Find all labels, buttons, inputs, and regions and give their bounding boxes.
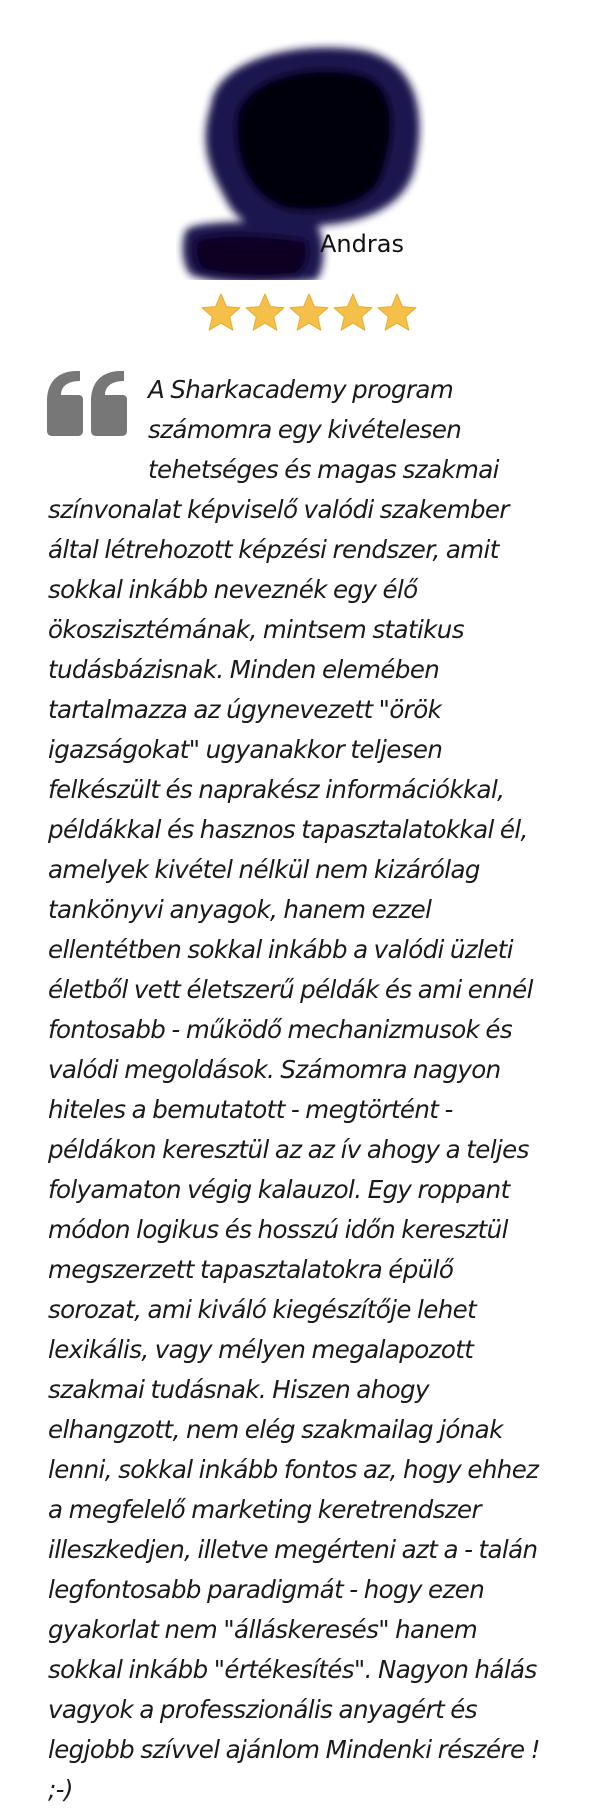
review-line: igazságokat" ugyanakkor teljesen — [48, 735, 443, 764]
review-line: módon logikus és hosszú időn keresztül — [48, 1215, 508, 1244]
review-line: lenni, sokkal inkább fontos az, hogy ehhez — [48, 1455, 539, 1484]
review-line: tartalmazza az úgynevezett "örök — [48, 695, 442, 724]
review-line: példákkal és hasznos tapasztalatokkal él, — [48, 815, 528, 844]
review-line: szakmai tudásnak. Hiszen ahogy — [48, 1375, 429, 1404]
star-filled-icon — [331, 291, 375, 335]
review-line: legjobb szívvel ajánlom Mindenki részére ! — [48, 1735, 540, 1764]
review-line: gyakorlat nem "álláskeresés" hanem — [48, 1615, 478, 1644]
review-text — [48, 370, 568, 1810]
review-line: A Sharkacademy program — [148, 375, 454, 404]
review-line: folyamaton végig kalauzol. Egy roppant — [48, 1175, 510, 1204]
star-filled-icon — [375, 291, 419, 335]
review-line: ;-) — [48, 1775, 73, 1804]
star-rating — [199, 291, 419, 335]
star-filled-icon — [243, 291, 287, 335]
review-line: tudásbázisnak. Minden elemében — [48, 655, 440, 684]
review-line: vagyok a professzionális anyagért és — [48, 1695, 477, 1724]
review-line: életből vett életszerű példák és ami ennél — [48, 975, 533, 1004]
review-line: a megfelelő marketing keretrendszer — [48, 1495, 481, 1524]
star-filled-icon — [287, 291, 331, 335]
review-line: amelyek kivétel nélkül nem kizárólag — [48, 855, 480, 884]
review-line: tehetséges és magas szakmai — [148, 455, 499, 484]
review-line: számomra egy kivételesen — [148, 415, 462, 444]
review-line: fontosabb - működő mechanizmusok és — [48, 1015, 513, 1044]
review-line: megszerzett tapasztalatokra épülő — [48, 1255, 454, 1284]
review-line: sorozat, ami kiváló kiegészítője lehet — [48, 1295, 477, 1324]
author-name: Andras — [320, 230, 404, 258]
review-line: ellentétben sokkal inkább a valódi üzleti — [48, 935, 514, 964]
review-line: lexikális, vagy mélyen megalapozott — [48, 1335, 474, 1364]
star-filled-icon — [199, 291, 243, 335]
review-line: tankönyvi anyagok, hanem ezzel — [48, 895, 432, 924]
review-line: példákon keresztül az az ív ahogy a teljes — [48, 1135, 529, 1164]
review-line: legfontosabb paradigmát - hogy ezen — [48, 1575, 485, 1604]
review-line: sokkal inkább neveznék egy élő — [48, 575, 418, 604]
review-line: valódi megoldások. Számomra nagyon — [48, 1055, 501, 1084]
review-line: hiteles a bemutatott - megtörtént - — [48, 1095, 453, 1124]
review-line: sokkal inkább "értékesítés". Nagyon hálás — [48, 1655, 537, 1684]
review-line: színvonalat képviselő valódi szakember — [48, 495, 509, 524]
review-line: illeszkedjen, illetve megérteni azt a - talán — [48, 1535, 538, 1564]
review-line: ökoszisztémának, mintsem statikus — [48, 615, 464, 644]
review-line: által létrehozott képzési rendszer, amit — [48, 535, 499, 564]
review-line: elhangzott, nem elég szakmailag jónak — [48, 1415, 503, 1444]
review-line: felkészült és naprakész információkkal, — [48, 775, 505, 804]
